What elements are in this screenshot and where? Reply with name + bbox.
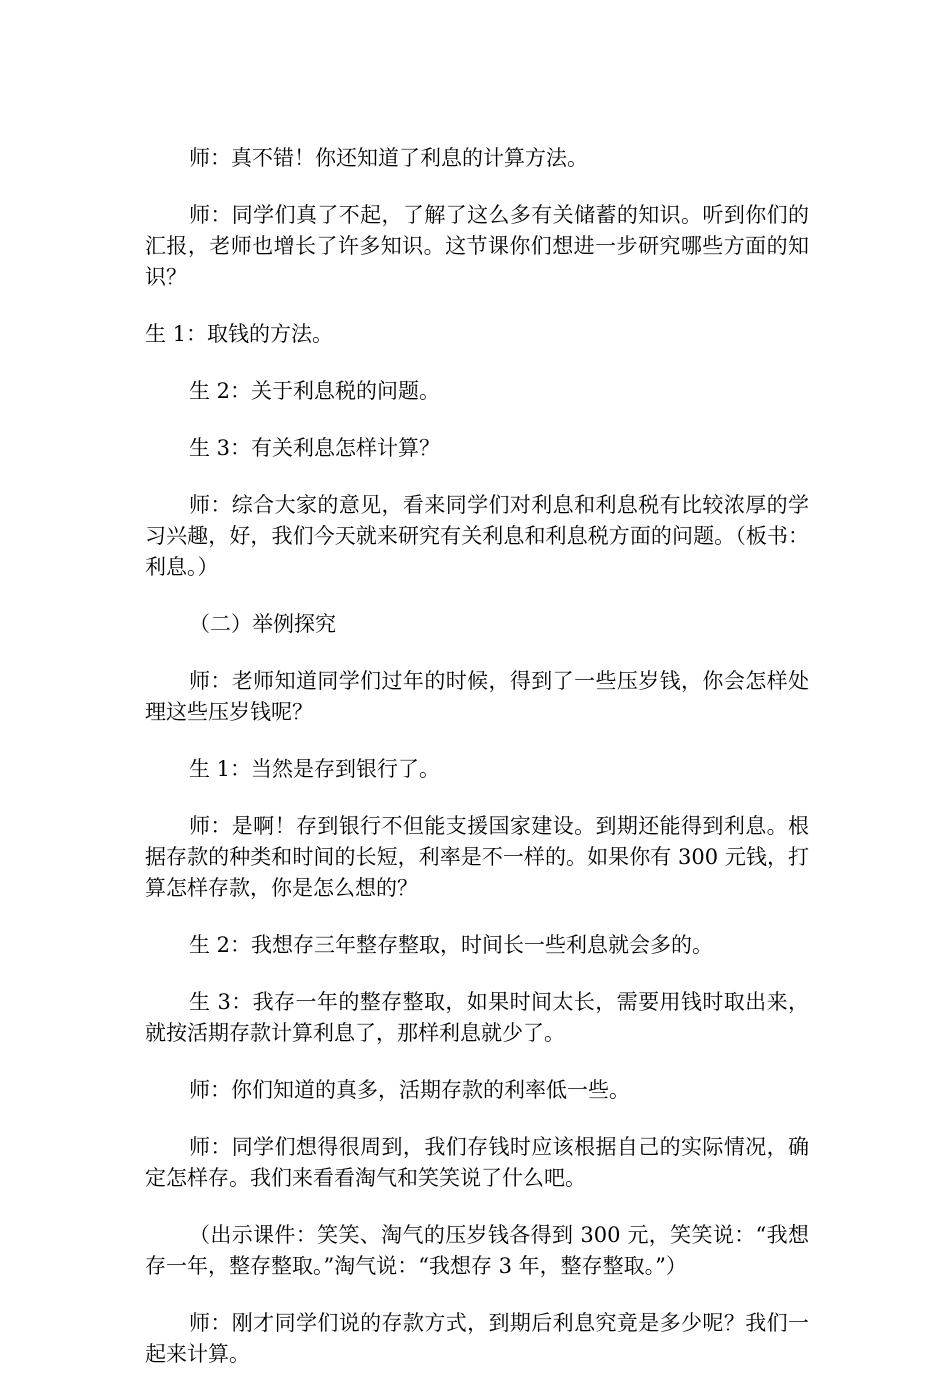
paragraph: 生 1：当然是存到银行了。 xyxy=(189,757,441,781)
paragraph: 生 1：取钱的方法。 xyxy=(145,322,334,346)
paragraph: （出示课件：笑笑、淘气的压岁钱各得到 300 元，笑笑说：“我想存一年，整存整取。”淘气说：“我想存 3 年，整存整取。”） xyxy=(145,1223,809,1278)
paragraph: 师：老师知道同学们过年的时候，得到了一些压岁钱，你会怎样处理这些压岁钱呢？ xyxy=(145,669,809,724)
paragraph: 师：同学们真了不起，了解了这么多有关储蓄的知识。听到你们的汇报，老师也增长了许多知识。这节课你们想进一步研究哪些方面的知识？ xyxy=(145,203,809,289)
paragraph: 生 2：关于利息税的问题。 xyxy=(189,379,441,403)
document-body xyxy=(145,143,809,1396)
paragraph: 生 2：我想存三年整存整取，时间长一些利息就会多的。 xyxy=(189,933,714,957)
section-heading: （二）举例探究 xyxy=(189,612,336,636)
paragraph: 师：是啊！存到银行不但能支援国家建设。到期还能得到利息。根据存款的种类和时间的长短，利率是不一样的。如果你有 300 元钱，打算怎样存款，你是怎么想的？ xyxy=(145,814,809,900)
paragraph: 师：真不错！你还知道了利息的计算方法。 xyxy=(189,146,588,170)
paragraph: 师：刚才同学们说的存款方式，到期后利息究竟是多少呢？我们一起来计算。 xyxy=(145,1311,809,1366)
paragraph: 生 3：有关利息怎样计算？ xyxy=(189,436,441,460)
paragraph: 师：你们知道的真多，活期存款的利率低一些。 xyxy=(189,1078,630,1102)
paragraph: 生 3：我存一年的整存整取，如果时间太长，需要用钱时取出来，就按活期存款计算利息了，那样利息就少了。 xyxy=(145,990,809,1045)
paragraph: 师：同学们想得很周到，我们存钱时应该根据自己的实际情况，确定怎样存。我们来看看淘气和笑笑说了什么吧。 xyxy=(145,1135,809,1190)
paragraph: 师：综合大家的意见，看来同学们对利息和利息税有比较浓厚的学习兴趣，好，我们今天就来研究有关利息和利息税方面的问题。（板书：利息。） xyxy=(145,493,809,579)
